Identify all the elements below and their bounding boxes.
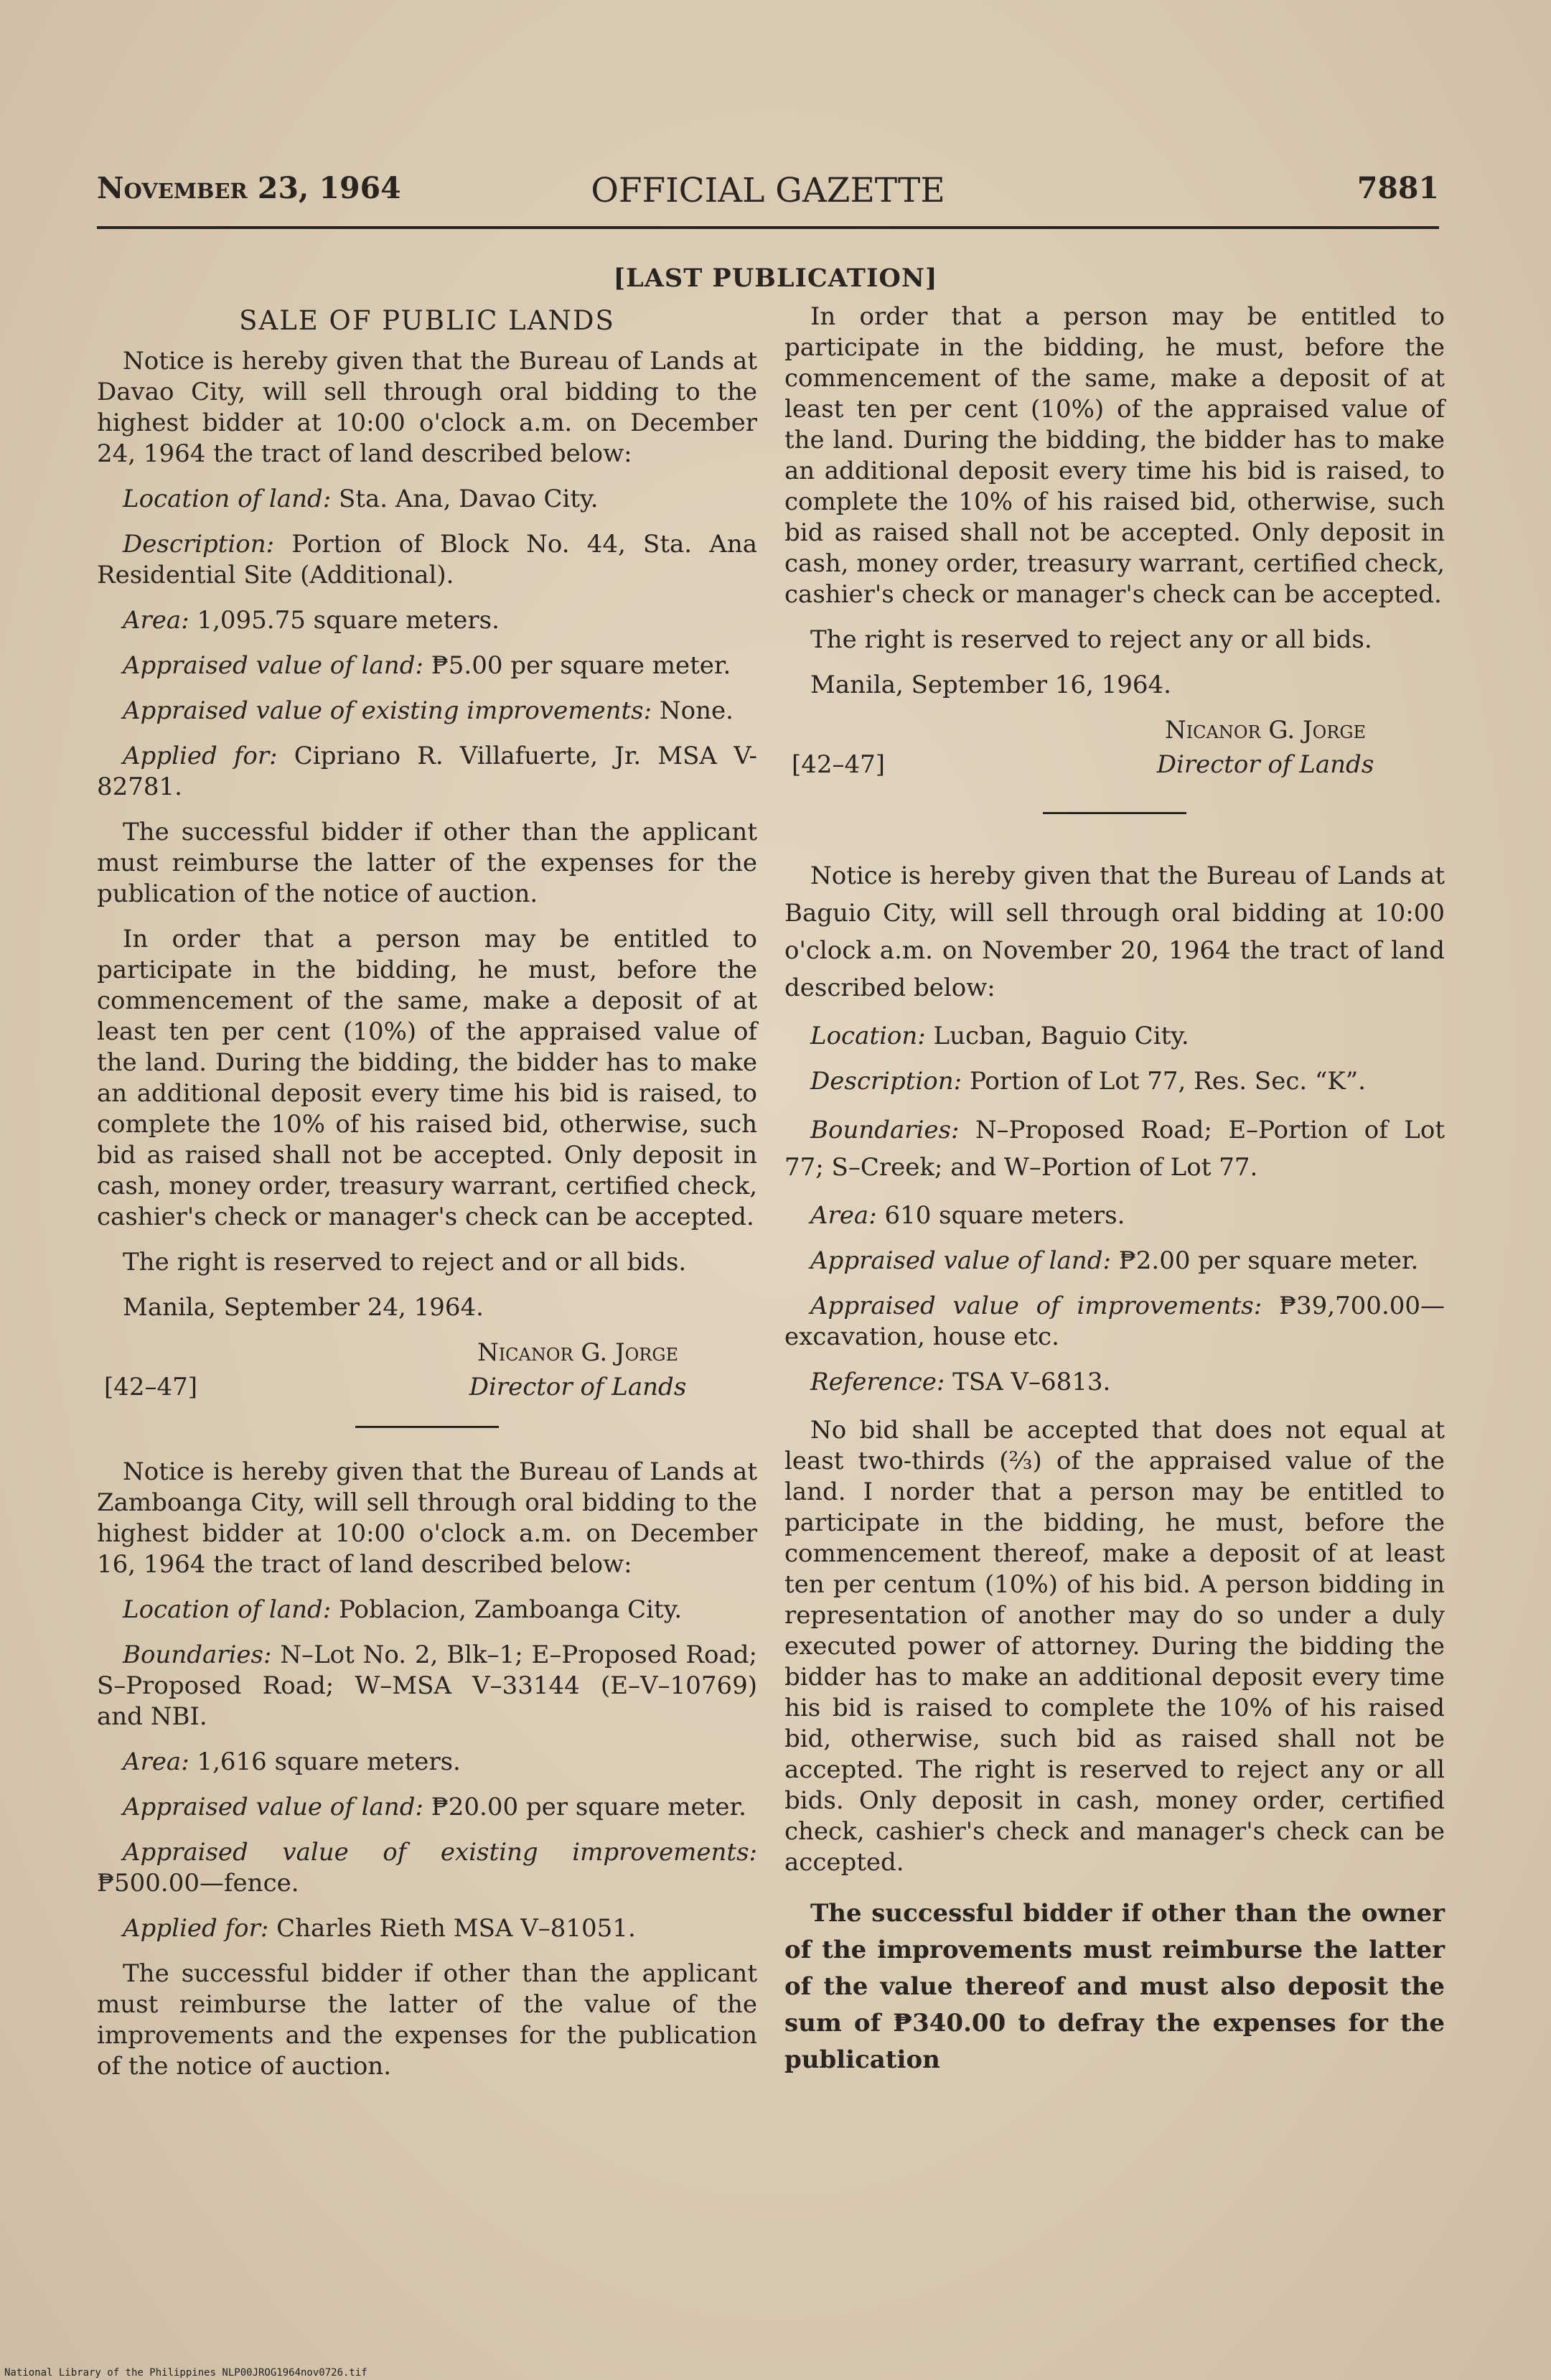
value: ₱5.00 per square meter.: [431, 651, 731, 680]
value: N–Lot No. 2, Blk–1; E–Proposed Road; S–Proposed Road; W–MSA V–33144 (E–V–10769) and NBI.: [97, 1641, 757, 1731]
notice2-land-value: [97, 1792, 757, 1823]
notice3-intro: Notice is hereby given that the Bureau of Lands at Baguio City, will sell through oral bidding at 10:00 o'clock a.m. on November 20, 1964 the tract of land described below:: [784, 862, 1445, 1002]
right-notice1-para2: The right is reserved to reject any or all bids.: [810, 625, 1372, 654]
value: 610 square meters.: [884, 1201, 1125, 1230]
value: N–Proposed Road; E–Portion of Lot 77; S–Creek; and W–Portion of Lot 77.: [784, 1116, 1445, 1182]
label: Appraised value of existing improvements:: [123, 1838, 757, 1867]
notice1-applied: [97, 741, 757, 803]
scan-footer: National Library of the Philippines NLP00JROG1964nov0726.tif: [4, 2367, 367, 2379]
left-column: [97, 305, 757, 2096]
signatory-name: Nicanor G. Jorge: [477, 1338, 679, 1367]
label: Reference:: [810, 1368, 945, 1396]
notice2-applied: [97, 1913, 757, 1944]
right-column: [784, 302, 1445, 2093]
label: Description:: [810, 1067, 962, 1096]
separator: [355, 1426, 499, 1428]
signature-block: [784, 715, 1445, 783]
signatory-role: Director of Lands: [1156, 750, 1374, 779]
label: Location of land:: [123, 1595, 332, 1624]
notice2-improvements: [97, 1837, 757, 1899]
notice2-location: [97, 1595, 757, 1625]
notice1-land-value: [97, 650, 757, 681]
value: Charles Rieth MSA V–81051.: [276, 1914, 636, 1943]
notice3-reference: [784, 1367, 1445, 1398]
label: Appraised value of land:: [123, 651, 423, 680]
notice2-boundaries: [97, 1640, 757, 1732]
issue-code: [42–47]: [104, 1373, 198, 1401]
notice1-para3: The right is reserved to reject and or all bids.: [123, 1248, 687, 1277]
value: ₱500.00—fence.: [97, 1869, 299, 1898]
right-notice1-date: Manila, September 16, 1964.: [810, 671, 1171, 699]
value: 1,616 square meters.: [197, 1747, 461, 1776]
value: Portion of Block No. 44, Sta. Ana Residential Site (Additional).: [97, 530, 757, 589]
notice1-date: Manila, September 24, 1964.: [123, 1293, 484, 1322]
label: Description:: [123, 530, 275, 559]
header-page-number: 7881: [1356, 171, 1439, 205]
label: Appraised value of land:: [123, 1793, 423, 1821]
notice3-para1: No bid shall be accepted that does not equal at least two-thirds (⅔) of the appraised value of the land. I norder that a person may be entitled to participate in the bidding, he must, before the commencement thereof, make a deposit of at least ten per centum (10%) of his bid. A person bidding in representation of another may do so under a duly executed power of attorney. During the bidding the bidder has to make an additional deposit every time his bid is raised to complete the 10% of his raised bid, otherwise, such bid as raised shall not be accepted. The right is reserved to reject any or all bids. Only deposit in cash, money order, certified check, cashier's check and manager's check can be accepted.: [784, 1416, 1445, 1877]
value: Poblacion, Zamboanga City.: [339, 1595, 683, 1624]
value: Cipriano R. Villafuerte, Jr. MSA V-82781.: [97, 742, 757, 801]
right-notice1-para1: In order that a person may be entitled to participate in the bidding, he must, before the commencement of the same, make a deposit of at least ten per cent (10%) of the appraised value of the land. During the bidding, the bidder has to make an additional deposit every time his bid is raised, to complete the 10% of his raised bid, otherwise, such bid as raised shall not be accepted. Only deposit in cash, money order, treasury warrant, certified check, cashier's check or manager's check can be accepted.: [784, 302, 1445, 609]
notice3-location: [784, 1021, 1445, 1052]
notice1-description: [97, 529, 757, 591]
notice3-land-value: [784, 1246, 1445, 1277]
value: ₱20.00 per square meter.: [431, 1793, 746, 1821]
notice3-improvements: [784, 1291, 1445, 1353]
notice1-intro: Notice is hereby given that the Bureau of Lands at Davao City, will sell through oral bidding to the highest bidder at 10:00 o'clock a.m. on December 24, 1964 the tract of land described below:: [97, 347, 757, 468]
issue-code: [42–47]: [792, 750, 886, 779]
value: ₱2.00 per square meter.: [1118, 1246, 1419, 1275]
signatory-role: Director of Lands: [469, 1373, 687, 1401]
notice2-para1: The successful bidder if other than the applicant must reimburse the latter of the value of the improvements and the expenses for the publication of the notice of auction.: [97, 1959, 757, 2081]
label: Area:: [810, 1201, 877, 1230]
notice1-improvements: [97, 696, 757, 727]
value: Sta. Ana, Davao City.: [339, 485, 599, 513]
header-date: November 23, 1964: [97, 171, 401, 205]
page-header: [97, 171, 1439, 214]
notice1-para1: The successful bidder if other than the applicant must reimburse the latter of the expenses for the publication of the notice of auction.: [97, 818, 757, 908]
label: Area:: [123, 1747, 189, 1776]
label: Applied for:: [123, 742, 278, 770]
value: Lucban, Baguio City.: [933, 1022, 1189, 1050]
notice3-boundaries: [784, 1111, 1445, 1186]
label: Location of land:: [123, 485, 332, 513]
label: Appraised value of improvements:: [810, 1292, 1262, 1320]
value: 1,095.75 square meters.: [197, 606, 500, 635]
notice2-area: [97, 1747, 757, 1778]
header-title: OFFICIAL GAZETTE: [591, 171, 945, 210]
notice3-description: [784, 1066, 1445, 1097]
last-publication-label: [LAST PUBLICATION]: [613, 263, 938, 293]
notice1-area: [97, 605, 757, 636]
value: None.: [659, 696, 734, 725]
notice3-para2: The successful bidder if other than the owner of the improvements must reimburse the latter of the value thereof and must also deposit the sum of ₱340.00 to defray the expenses for the publication: [784, 1899, 1445, 2074]
value: TSA V–6813.: [952, 1368, 1111, 1396]
separator: [1043, 812, 1186, 814]
signatory-name: Nicanor G. Jorge: [1164, 716, 1367, 745]
label: Boundaries:: [123, 1641, 272, 1669]
notice3-area: [784, 1200, 1445, 1231]
header-rule: [97, 226, 1439, 229]
label: Boundaries:: [810, 1116, 960, 1144]
label: Appraised value of land:: [810, 1246, 1111, 1275]
notice1-para2: In order that a person may be entitled to participate in the bidding, he must, before the commencement of the same, make a deposit of at least ten per cent (10%) of the appraised value of the land. During the bidding, the bidder has to make an additional deposit every time his bid is raised, to complete the 10% of his raised bid, otherwise, such bid as raised shall not be accepted. Only deposit in cash, money order, treasury warrant, certified check, cashier's check or manager's check can be accepted.: [97, 925, 757, 1231]
notice1-location: [97, 484, 757, 515]
label: Applied for:: [123, 1914, 269, 1943]
label: Area:: [123, 606, 189, 635]
notice2-intro: Notice is hereby given that the Bureau of Lands at Zamboanga City, will sell through oral bidding to the highest bidder at 10:00 o'clock a.m. on December 16, 1964 the tract of land described below:: [97, 1457, 757, 1579]
notice-title: SALE OF PUBLIC LANDS: [239, 305, 615, 336]
value: Portion of Lot 77, Res. Sec. “K”.: [969, 1067, 1366, 1096]
label: Location:: [810, 1022, 926, 1050]
signature-block: [97, 1338, 757, 1406]
value: ₱39,700.00—excavation, house etc.: [784, 1292, 1445, 1351]
label: Appraised value of existing improvements:: [123, 696, 652, 725]
